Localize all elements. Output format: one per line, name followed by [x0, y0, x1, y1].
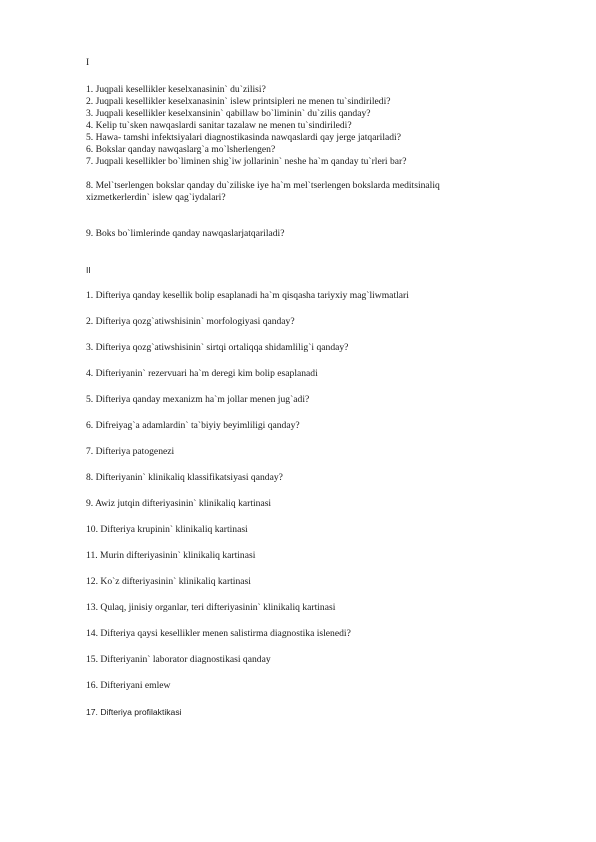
question-1-5: 5. Hawa- tamshi infektsiyalari diagnostikasinda nawqaslardi qay jerge jatqariladi? [86, 132, 401, 143]
question-2-1: 1. Difteriya qanday kesellik bolip esaplanadi ha`m qisqasha tariyxiy mag`liwmatlari [86, 290, 409, 301]
question-2-7: 7. Difteriya patogenezi [86, 446, 175, 457]
question-1-9: 9. Boks bo`limlerinde qanday nawqaslarjatqariladi? [86, 228, 285, 239]
question-1-1: 1. Juqpali kesellikler keselxanasinin` du`zilisi? [86, 84, 266, 95]
question-2-8: 8. Difteriyanin` klinikaliq klassifikatsiyasi qanday? [86, 472, 283, 483]
question-1-3: 3. Juqpali kesellikler keselxansinin` qabillaw bo`liminin` du`zilis qanday? [86, 108, 371, 119]
question-1-7: 7. Juqpali kesellikler bo`liminen shig`iw jollarinin` neshe ha`m qanday tu`rleri bar? [86, 156, 407, 167]
question-2-2: 2. Difteriya qozg`atiwshisinin` morfologiyasi qanday? [86, 316, 295, 327]
section-2-heading: II [86, 265, 91, 275]
question-2-5: 5. Difteriya qanday mexanizm ha`m jollar menen jug`adi? [86, 394, 310, 405]
question-2-3: 3. Difteriya qozg`atiwshisinin` sirtqi ortaliqqa shidamlilig`i qanday? [86, 342, 349, 353]
question-2-15: 15. Difteriyanin` laborator diagnostikasi qanday [86, 654, 271, 665]
question-2-11: 11. Murin difteriyasinin` klinikaliq kartinasi [86, 550, 256, 561]
question-2-4: 4. Difteriyanin` rezervuari ha`m deregi kim bolip esaplanadi [86, 368, 318, 379]
question-1-6: 6. Bokslar qanday nawqaslarg`a mo`lsherlengen? [86, 144, 276, 155]
question-2-10: 10. Difteriya krupinin` klinikaliq kartinasi [86, 524, 248, 535]
question-2-6: 6. Difreiyag`a adamlardin` ta`biyiy beyimliligi qanday? [86, 420, 300, 431]
question-2-17: 17. Difteriya profilaktikasi [86, 707, 182, 717]
question-2-13: 13. Qulaq, jinisiy organlar, teri difteriyasinin` klinikaliq kartinasi [86, 602, 336, 613]
question-2-12: 12. Ko`z difteriyasinin` klinikaliq kartinasi [86, 576, 251, 587]
question-2-16: 16. Difteriyani emlew [86, 680, 171, 691]
question-1-4: 4. Kelip tu`sken nawqaslardi sanitar tazalaw ne menen tu`sindiriledi? [86, 120, 352, 131]
question-1-2: 2. Juqpali kesellikler keselxanasinin` islew printsipleri ne menen tu`sindiriledi? [86, 96, 391, 107]
section-1-heading: I [86, 57, 90, 68]
question-1-8-line-1: 8. Mel`tserlengen bokslar qanday du`ziliske iye ha`m mel`tserlengen bokslarda meditsinaliq [86, 180, 440, 191]
question-1-8-line-2: xizmetkerlerdin` islew qag`iydalari? [86, 192, 226, 203]
question-2-9: 9. Awiz jutqin difteriyasinin` klinikaliq kartinasi [86, 498, 272, 509]
question-2-14: 14. Difteriya qaysi kesellikler menen salistirma diagnostika islenedi? [86, 628, 351, 639]
